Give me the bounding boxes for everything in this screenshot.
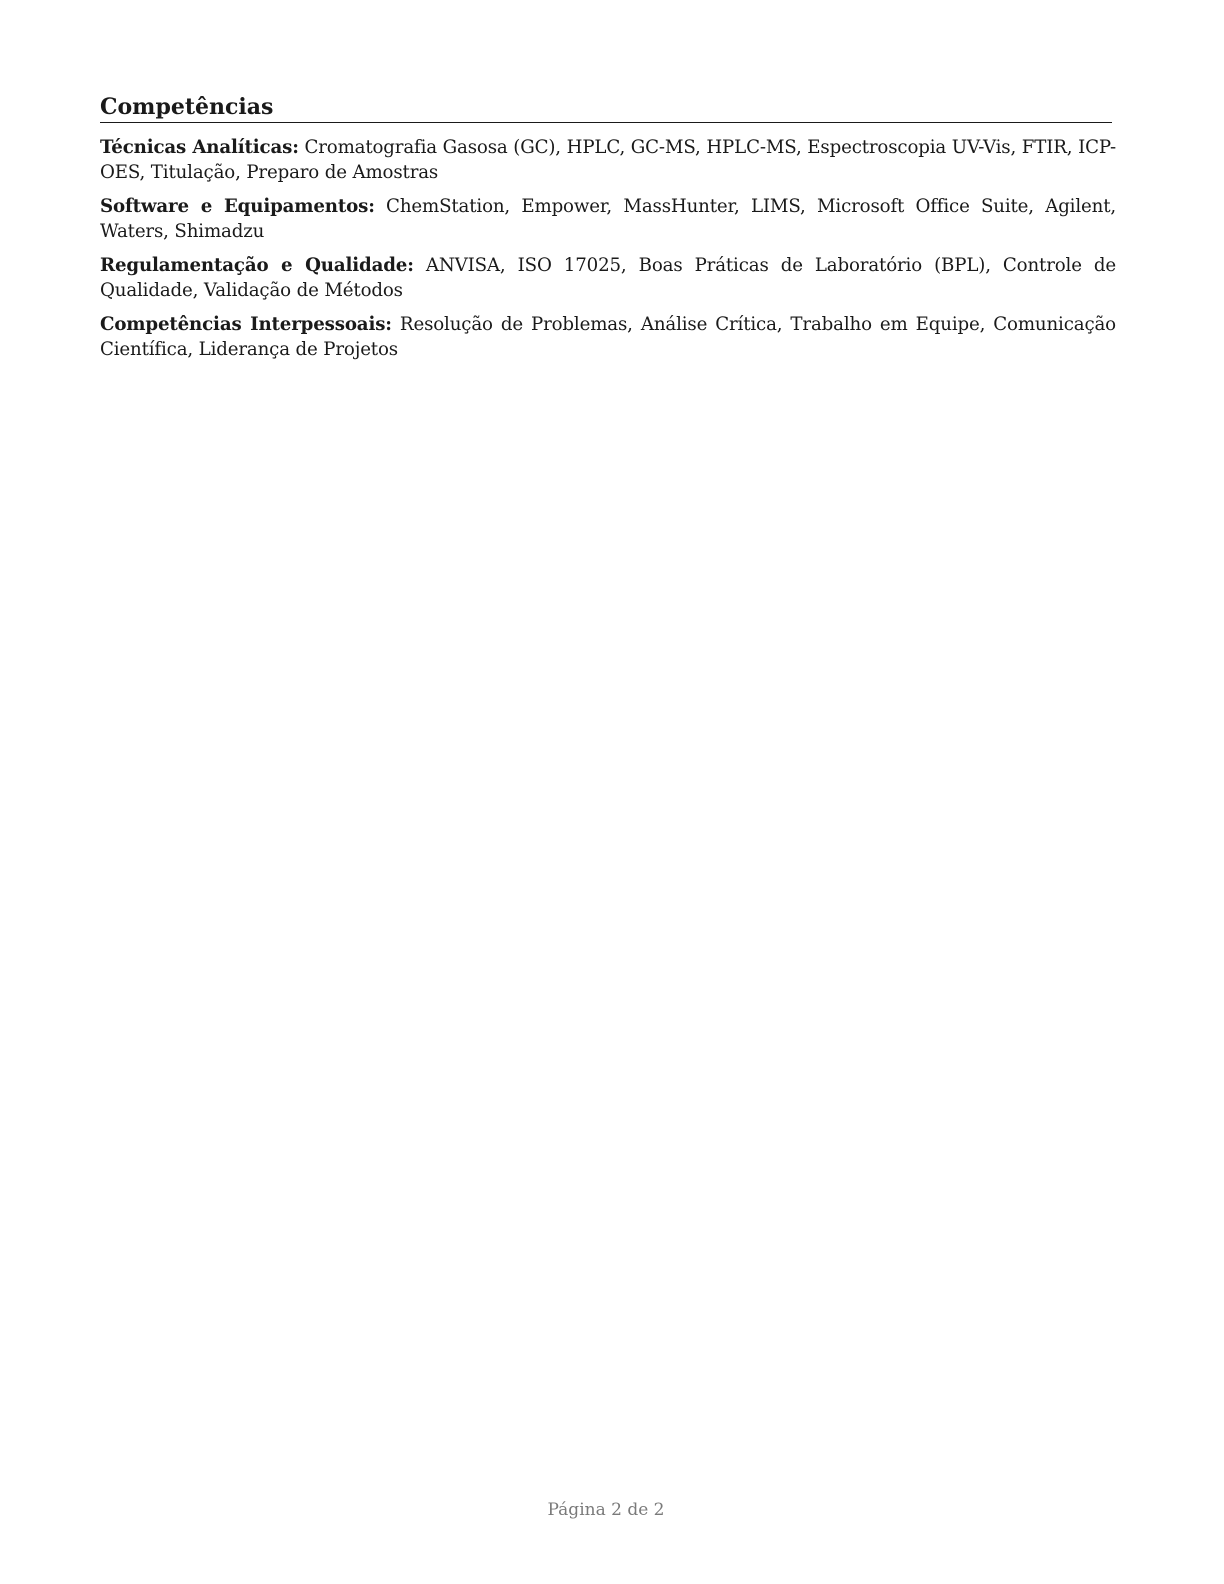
skill-label: Competências Interpessoais: [100, 314, 392, 335]
skill-text: Resolução de Problemas, Análise Crítica, Trabalho em Equipe, Comunicação Científica, Liderança de Projetos [100, 314, 1116, 360]
page-number: Página 2 de 2 [547, 1500, 665, 1520]
resume-page [100, 92, 1116, 371]
skill-text: ANVISA, ISO 17025, Boas Práticas de Laboratório (BPL), Controle de Qualidade, Validação de Métodos [100, 255, 1116, 301]
skill-label: Software e Equipamentos: [100, 196, 375, 217]
skill-label: Técnicas Analíticas: [100, 137, 299, 158]
skill-text: ChemStation, Empower, MassHunter, LIMS, Microsoft Office Suite, Agilent, Waters, Shimadzu [100, 196, 1116, 242]
skill-row-software-equipment [100, 194, 1116, 244]
skill-row-analytical-techniques [100, 135, 1116, 185]
skills-list [100, 135, 1116, 362]
skill-text: Cromatografia Gasosa (GC), HPLC, GC-MS, HPLC-MS, Espectroscopia UV-Vis, FTIR, ICP-OES, Titulação, Preparo de Amostras [100, 137, 1116, 183]
skill-label: Regulamentação e Qualidade: [100, 255, 414, 276]
skill-row-interpersonal [100, 312, 1116, 362]
skill-row-regulation-quality [100, 253, 1116, 303]
section-title: Competências [100, 92, 1112, 123]
